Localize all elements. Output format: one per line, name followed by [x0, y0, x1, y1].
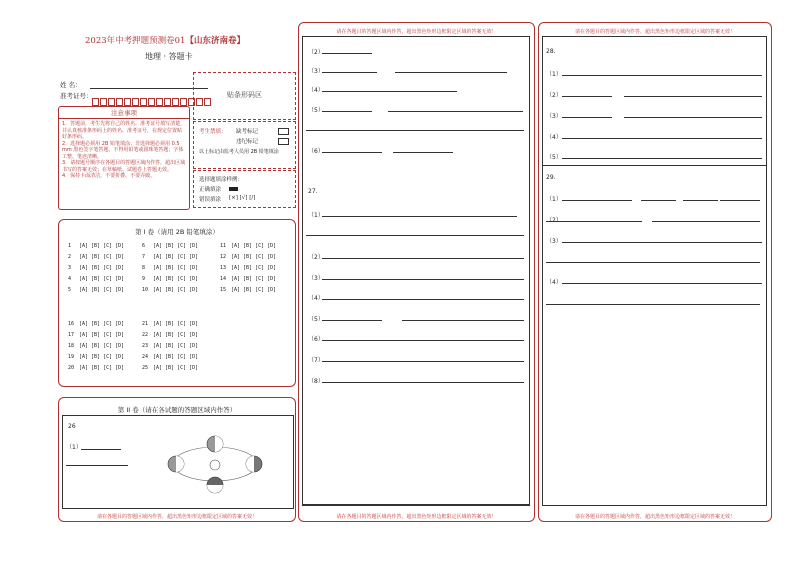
q27-number: 27.: [308, 188, 318, 195]
q27-answer-line[interactable]: [322, 340, 524, 341]
q28-answer-line[interactable]: [562, 158, 762, 159]
mcq-item: [142, 354, 198, 360]
q29-label: （2）: [546, 217, 562, 224]
mcq-options[interactable]: [A] [B] [C] [D]: [231, 276, 277, 282]
mcq-options[interactable]: [A] [B] [C] [D]: [153, 354, 199, 360]
mcq-item: [220, 254, 276, 260]
mcq-item: [142, 343, 198, 349]
mcq-item: [68, 265, 124, 271]
c2-label-4: （4）: [308, 87, 324, 94]
mcq-options[interactable]: [A] [B] [C] [D]: [231, 287, 277, 293]
fill-sample-box: [193, 170, 296, 208]
q29-answer-line[interactable]: [546, 221, 642, 222]
col3-answer-box-29: [542, 166, 767, 506]
col3-warning-bottom: 请在各题目的答题区域内作答，超出黑色矩形边框限定区域的答案无效！: [574, 514, 735, 520]
mcq-options[interactable]: [A] [B] [C] [D]: [79, 254, 125, 260]
q29-answer-line[interactable]: [562, 242, 762, 243]
mcq-item: [142, 265, 198, 271]
q27-answer-line[interactable]: [322, 382, 524, 383]
note-4: 4．保持卡面清洁，不要折叠、不要弄破。: [62, 173, 156, 179]
mcq-item: [142, 365, 198, 371]
earth-left: [168, 456, 184, 472]
q29-answer-line[interactable]: [652, 221, 760, 222]
c2-line-5c[interactable]: [306, 130, 524, 131]
mcq-number: 18: [68, 343, 75, 349]
c2-line-6b[interactable]: [393, 152, 453, 153]
q27-answer-line[interactable]: [322, 320, 382, 321]
fill-correct-mark: [229, 187, 238, 191]
q27-label: （7）: [308, 357, 324, 364]
subtitle: 地理 · 答题卡: [145, 52, 193, 61]
mcq-number: 2: [68, 254, 72, 260]
mcq-number: 8: [142, 265, 146, 271]
c2-label-5: （5）: [308, 107, 324, 114]
q28-label: （1）: [546, 71, 562, 78]
mcq-options[interactable]: [A] [B] [C] [D]: [153, 332, 199, 338]
mcq-number: 10: [142, 287, 149, 293]
notes-title: 注意事项: [59, 107, 189, 119]
exam-flags-box: [193, 121, 296, 169]
flags-label: 考生禁填：: [199, 129, 227, 135]
q27-label: （4）: [308, 295, 324, 302]
mcq-options[interactable]: [A] [B] [C] [D]: [153, 265, 199, 271]
mcq-number: 21: [142, 321, 149, 327]
mcq-item: [68, 354, 124, 360]
note-2: 2．选择题必须用 2B 铅笔填涂；非选择题必须用 0.5 mm 黑色签字笔答题，不得用铅笔或圆珠笔答题；字体工整、笔迹清晰。: [62, 140, 184, 160]
mcq-number: 4: [68, 276, 72, 282]
mcq-number: 22: [142, 332, 149, 338]
sun: [210, 460, 220, 470]
q29-answer-line[interactable]: [546, 304, 760, 305]
q29-answer-line[interactable]: [562, 283, 762, 284]
q27-answer-line[interactable]: [322, 299, 524, 300]
q27-answer-line[interactable]: [322, 216, 517, 217]
mcq-item: [220, 265, 276, 271]
earth-bottom: [207, 477, 223, 493]
title-bracket: 【山东济南卷】: [185, 36, 245, 46]
col3-warning-top: 请在各题目的答题区域内作答，超出黑色矩形边框限定区域的答案无效！: [574, 29, 735, 35]
mcq-number: 20: [68, 365, 75, 371]
c2-line-4a[interactable]: [322, 91, 457, 92]
q26-line-2[interactable]: [66, 465, 128, 466]
mcq-item: [68, 254, 124, 260]
q29-label: （3）: [546, 238, 562, 245]
mcq-item: [68, 276, 124, 282]
q27-answer-line[interactable]: [322, 258, 524, 259]
title-prefix: 2023年中考押题预测卷01: [85, 36, 186, 46]
mcq-item: [68, 287, 124, 293]
col3-answer-box-28: [542, 36, 767, 166]
q27-answer-line[interactable]: [306, 235, 524, 236]
mcq-number: 9: [142, 276, 146, 282]
q28-answer-line[interactable]: [562, 117, 612, 118]
q29-answer-line[interactable]: [546, 262, 760, 263]
mcq-number: 3: [68, 265, 72, 271]
fill-correct-label: 正确填涂: [199, 187, 222, 193]
q28-number: 28.: [546, 48, 556, 55]
mcq-number: 6: [142, 243, 146, 249]
absent-checkbox[interactable]: [278, 128, 289, 135]
mcq-number: 17: [68, 332, 75, 338]
mcq-options[interactable]: [A] [B] [C] [D]: [153, 276, 199, 282]
mcq-options[interactable]: [A] [B] [C] [D]: [79, 354, 125, 360]
q27-label: （5）: [308, 316, 324, 323]
flags-note: 以上标记由监考人员用 2B 铅笔填涂: [199, 149, 279, 155]
c2-label-3: （3）: [308, 68, 324, 75]
q26-number: 26: [68, 423, 76, 430]
q26-line-1[interactable]: [81, 449, 121, 450]
mcq-item: [220, 243, 276, 249]
q28-answer-line[interactable]: [562, 138, 762, 139]
c2-line-3b[interactable]: [395, 72, 507, 73]
q27-answer-line[interactable]: [322, 361, 524, 362]
title: [85, 34, 245, 46]
earth-right: [246, 456, 262, 472]
mcq-options[interactable]: [A] [B] [C] [D]: [79, 243, 125, 249]
note-3: 3．请按题号顺序在各题目的答题区域内作答，超出区域书写的答案无效；在草稿纸、试题卷上答题无效。: [62, 160, 186, 173]
mcq-item: [142, 287, 198, 293]
violation-checkbox[interactable]: [278, 138, 289, 145]
q27-answer-line[interactable]: [402, 320, 524, 321]
mcq-number: 13: [220, 265, 227, 271]
name-field[interactable]: [90, 88, 208, 89]
q29-answer-line[interactable]: [720, 200, 760, 201]
mcq-item: [68, 365, 124, 371]
mcq-options[interactable]: [A] [B] [C] [D]: [153, 254, 199, 260]
mcq-number: 5: [68, 287, 72, 293]
q29-label: （4）: [546, 279, 562, 286]
mcq-number: 23: [142, 343, 149, 349]
earth-top: [207, 436, 223, 452]
barcode-area: [193, 72, 296, 120]
mcq-options[interactable]: [A] [B] [C] [D]: [153, 365, 199, 371]
mcq-options[interactable]: [A] [B] [C] [D]: [79, 343, 125, 349]
mcq-item: [220, 276, 276, 282]
q28-answer-line[interactable]: [562, 75, 762, 76]
col1-warning: 请在各题目的答题区域内作答，超出黑色矩形边框限定区域的答案无效！: [96, 514, 257, 520]
mcq-number: 12: [220, 254, 227, 260]
mcq-number: 24: [142, 354, 149, 360]
q27-label: （3）: [308, 275, 324, 282]
mcq-options[interactable]: [A] [B] [C] [D]: [79, 365, 125, 371]
q27-label: （8）: [308, 378, 324, 385]
fill-sample-title: 选择题填涂样例：: [199, 177, 244, 183]
mcq-number: 15: [220, 287, 227, 293]
note-1: 1．答题前，考生先将自己的姓名、准考证号填写清楚，并认真核准条形码上的姓名、准考证号，在规定位置贴好条形码。: [62, 121, 186, 140]
mcq-item: [68, 332, 124, 338]
c2-line-2a[interactable]: [322, 53, 372, 54]
absent-label: 缺考标记: [236, 129, 259, 135]
q28-answer-line[interactable]: [624, 96, 762, 97]
mcq-options[interactable]: [A] [B] [C] [D]: [79, 265, 125, 271]
earth-orbit-diagram: [160, 432, 270, 496]
mcq-item: [68, 343, 124, 349]
mcq-options[interactable]: [A] [B] [C] [D]: [153, 287, 199, 293]
mcq-options[interactable]: [A] [B] [C] [D]: [231, 254, 277, 260]
c2-label-2: （2）: [308, 49, 324, 56]
mcq-item: [142, 321, 198, 327]
mcq-options[interactable]: [A] [B] [C] [D]: [79, 332, 125, 338]
mcq-number: 16: [68, 321, 75, 327]
q29-answer-line[interactable]: [683, 200, 718, 201]
mcq-item: [142, 243, 198, 249]
notes-box: [58, 106, 190, 210]
q28-answer-line[interactable]: [562, 96, 612, 97]
part1-title: 第 I 卷（请用 2B 铅笔填涂）: [135, 228, 219, 236]
q29-number: 29.: [546, 174, 556, 181]
mcq-number: 14: [220, 276, 227, 282]
q26-sub1: （1）: [66, 444, 82, 451]
q28-answer-line[interactable]: [624, 117, 762, 118]
c2-line-5b[interactable]: [388, 111, 523, 112]
mcq-item: [68, 321, 124, 327]
name-label: 姓 名：: [60, 81, 82, 89]
c2-line-6a[interactable]: [322, 152, 382, 153]
mcq-options[interactable]: [A] [B] [C] [D]: [231, 265, 277, 271]
mcq-options[interactable]: [A] [B] [C] [D]: [153, 243, 199, 249]
mcq-options[interactable]: [A] [B] [C] [D]: [153, 321, 199, 327]
c2-label-6: （6）: [308, 148, 324, 155]
mcq-number: 19: [68, 354, 75, 360]
q27-answer-line[interactable]: [322, 279, 524, 280]
q29-answer-line[interactable]: [562, 200, 632, 201]
mcq-item: [68, 243, 124, 249]
mcq-number: 11: [220, 243, 227, 249]
q28-label: （4）: [546, 134, 562, 141]
col2-warning-bottom: 请在各题目的答题区域内作答，超出黑色矩形边框限定区域的答案无效！: [336, 514, 497, 520]
mcq-item: [142, 254, 198, 260]
mcq-number: 25: [142, 365, 149, 371]
mcq-options[interactable]: [A] [B] [C] [D]: [79, 287, 125, 293]
q29-label: （1）: [546, 196, 562, 203]
mcq-item: [142, 332, 198, 338]
mcq-options[interactable]: [A] [B] [C] [D]: [231, 243, 277, 249]
col2-warning-top: 请在各题目的答题区域内作答，超出黑色矩形边框限定区域的答案无效！: [336, 29, 497, 35]
q27-label: （1）: [308, 212, 324, 219]
fill-wrong-marks: [×] [√] [/]: [229, 195, 256, 201]
id-label: 准考证号：: [60, 92, 93, 100]
mcq-item: [142, 276, 198, 282]
mcq-options[interactable]: [A] [B] [C] [D]: [79, 276, 125, 282]
part2-title: 第 II 卷（请在各试题的答题区域内作答）: [117, 406, 237, 414]
q28-label: （5）: [546, 154, 562, 161]
q28-label: （3）: [546, 113, 562, 120]
mcq-options[interactable]: [A] [B] [C] [D]: [79, 321, 125, 327]
fill-wrong-label: 错误填涂: [199, 197, 222, 203]
q27-label: （2）: [308, 254, 324, 261]
barcode-label: 贴条形码区: [227, 91, 262, 99]
q27-label: （6）: [308, 336, 324, 343]
c2-line-5a[interactable]: [322, 111, 372, 112]
q29-answer-line[interactable]: [641, 200, 676, 201]
mcq-item: [220, 287, 276, 293]
c2-line-3a[interactable]: [322, 72, 377, 73]
mcq-number: 1: [68, 243, 72, 249]
mcq-number: 7: [142, 254, 146, 260]
q28-label: （2）: [546, 92, 562, 99]
col2-answer-box: [302, 36, 530, 506]
mcq-options[interactable]: [A] [B] [C] [D]: [153, 343, 199, 349]
violation-label: 违纪标记: [236, 139, 259, 145]
